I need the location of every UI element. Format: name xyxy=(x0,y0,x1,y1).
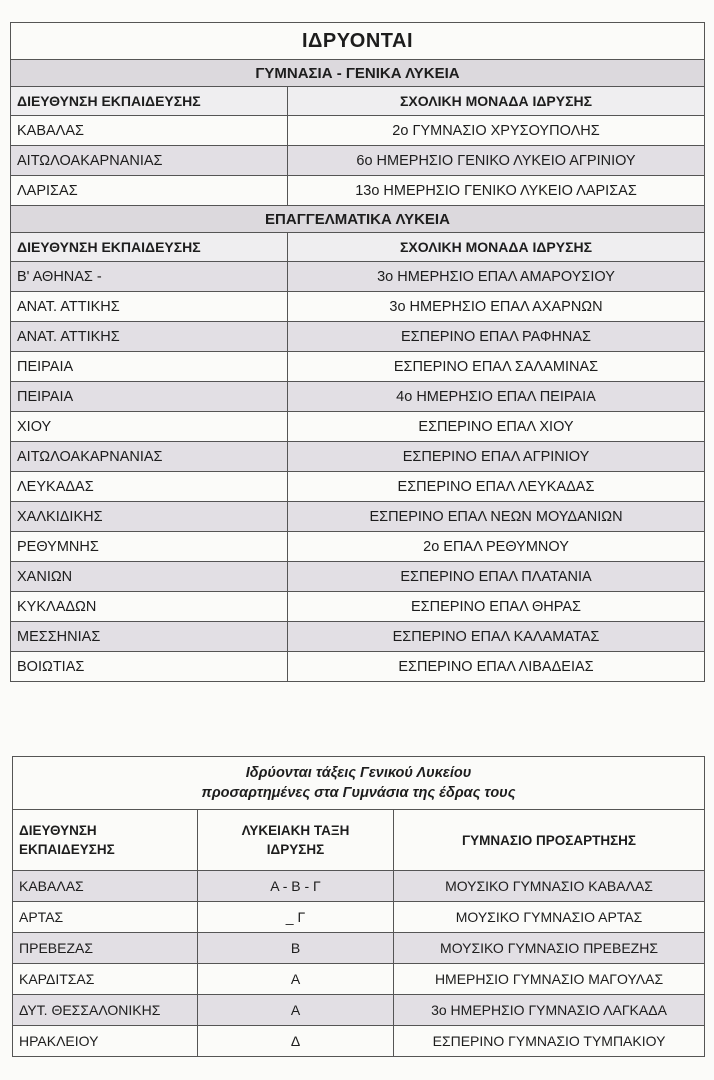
direction-cell: ΚΥΚΛΑΔΩΝ xyxy=(11,592,288,622)
direction-cell: ΑΙΤΩΛΟΑΚΑΡΝΑΝΙΑΣ xyxy=(11,442,288,472)
class-cell: Α - Β - Γ xyxy=(198,871,394,902)
school-unit-cell: ΕΣΠΕΡΙΝΟ ΕΠΑΛ ΛΙΒΑΔΕΙΑΣ xyxy=(288,652,705,682)
school-unit-cell: ΕΣΠΕΡΙΝΟ ΕΠΑΛ ΧΙΟΥ xyxy=(288,412,705,442)
table-row xyxy=(13,933,705,964)
col-header-direction: ΔΙΕΥΘΥΝΣΗ ΕΚΠΑΙΔΕΥΣΗΣ xyxy=(11,233,288,262)
table-row xyxy=(11,116,705,146)
col-header-gymnasium: ΓΥΜΝΑΣΙΟ ΠΡΟΣΑΡΤΗΣΗΣ xyxy=(394,810,705,871)
class-cell: _ Γ xyxy=(198,902,394,933)
table2-title-line2: προσαρτημένες στα Γυμνάσια της έδρας τους xyxy=(201,785,516,801)
school-unit-cell: ΕΣΠΕΡΙΝΟ ΕΠΑΛ ΝΕΩΝ ΜΟΥΔΑΝΙΩΝ xyxy=(288,502,705,532)
school-unit-cell: ΕΣΠΕΡΙΝΟ ΕΠΑΛ ΣΑΛΑΜΙΝΑΣ xyxy=(288,352,705,382)
table-row xyxy=(11,502,705,532)
section-heading: ΕΠΑΓΓΕΛΜΑΤΙΚΑ ΛΥΚΕΙΑ xyxy=(11,206,705,233)
table-row xyxy=(11,146,705,176)
table-row xyxy=(11,562,705,592)
school-unit-cell: 3ο ΗΜΕΡΗΣΙΟ ΕΠΑΛ ΑΧΑΡΝΩΝ xyxy=(288,292,705,322)
school-unit-cell: ΕΣΠΕΡΙΝΟ ΕΠΑΛ ΚΑΛΑΜΑΤΑΣ xyxy=(288,622,705,652)
class-cell: Β xyxy=(198,933,394,964)
gymnasium-cell: ΜΟΥΣΙΚΟ ΓΥΜΝΑΣΙΟ ΠΡΕΒΕΖΗΣ xyxy=(394,933,705,964)
table2-title-line1: Ιδρύονται τάξεις Γενικού Λυκείου xyxy=(245,765,472,781)
direction-cell: ΡΕΘΥΜΝΗΣ xyxy=(11,532,288,562)
direction-cell: ΑΡΤΑΣ xyxy=(13,902,198,933)
gymnasium-cell: ΜΟΥΣΙΚΟ ΓΥΜΝΑΣΙΟ ΚΑΒΑΛΑΣ xyxy=(394,871,705,902)
school-unit-cell: 2ο ΓΥΜΝΑΣΙΟ ΧΡΥΣΟΥΠΟΛΗΣ xyxy=(288,116,705,146)
col-header-school-unit: ΣΧΟΛΙΚΗ ΜΟΝΑΔΑ ΙΔΡΥΣΗΣ xyxy=(288,233,705,262)
col-header-class-line1: ΛΥΚΕΙΑΚΗ ΤΑΞΗ xyxy=(241,823,350,838)
col-header-direction-line2: ΕΚΠΑΙΔΕΥΣΗΣ xyxy=(19,842,115,857)
direction-cell: ΑΝΑΤ. ΑΤΤΙΚΗΣ xyxy=(11,292,288,322)
class-cell: Δ xyxy=(198,1026,394,1057)
table2-header-row xyxy=(13,810,705,871)
school-unit-cell: ΕΣΠΕΡΙΝΟ ΕΠΑΛ ΡΑΦΗΝΑΣ xyxy=(288,322,705,352)
table-row xyxy=(11,592,705,622)
table-row xyxy=(13,902,705,933)
gymnasium-cell: 3ο ΗΜΕΡΗΣΙΟ ΓΥΜΝΑΣΙΟ ΛΑΓΚΑΔΑ xyxy=(394,995,705,1026)
table2-title-row xyxy=(13,757,705,810)
table-row xyxy=(11,292,705,322)
col-header-direction-line1: ΔΙΕΥΘΥΝΣΗ xyxy=(19,823,97,838)
table-row xyxy=(11,322,705,352)
direction-cell: ΛΕΥΚΑΔΑΣ xyxy=(11,472,288,502)
table-row xyxy=(11,622,705,652)
direction-cell: ΠΕΙΡΑΙΑ xyxy=(11,352,288,382)
direction-cell: ΑΙΤΩΛΟΑΚΑΡΝΑΝΙΑΣ xyxy=(11,146,288,176)
col-header-class-line2: ΙΔΡΥΣΗΣ xyxy=(266,842,325,857)
col-header-direction xyxy=(13,810,198,871)
column-header-row xyxy=(11,87,705,116)
school-unit-cell: ΕΣΠΕΡΙΝΟ ΕΠΑΛ ΛΕΥΚΑΔΑΣ xyxy=(288,472,705,502)
table-row xyxy=(11,652,705,682)
gymnasium-cell: ΗΜΕΡΗΣΙΟ ΓΥΜΝΑΣΙΟ ΜΑΓΟΥΛΑΣ xyxy=(394,964,705,995)
col-header-direction: ΔΙΕΥΘΥΝΣΗ ΕΚΠΑΙΔΕΥΣΗΣ xyxy=(11,87,288,116)
section-heading: ΓΥΜΝΑΣΙΑ - ΓΕΝΙΚΑ ΛΥΚΕΙΑ xyxy=(11,60,705,87)
class-cell: Α xyxy=(198,964,394,995)
school-unit-cell: 2ο ΕΠΑΛ ΡΕΘΥΜΝΟΥ xyxy=(288,532,705,562)
table-row xyxy=(11,382,705,412)
table-row xyxy=(11,472,705,502)
school-unit-cell: 4ο ΗΜΕΡΗΣΙΟ ΕΠΑΛ ΠΕΙΡΑΙΑ xyxy=(288,382,705,412)
section-heading-row xyxy=(11,60,705,87)
section-heading-row xyxy=(11,206,705,233)
direction-cell: ΧΑΝΙΩΝ xyxy=(11,562,288,592)
direction-cell: ΧΑΛΚΙΔΙΚΗΣ xyxy=(11,502,288,532)
table-row xyxy=(11,262,705,292)
direction-cell: ΚΑΡΔΙΤΣΑΣ xyxy=(13,964,198,995)
table-row xyxy=(11,412,705,442)
direction-cell: ΒΟΙΩΤΙΑΣ xyxy=(11,652,288,682)
direction-cell: ΧΙΟΥ xyxy=(11,412,288,442)
gymnasium-cell: ΕΣΠΕΡΙΝΟ ΓΥΜΝΑΣΙΟ ΤΥΜΠΑΚΙΟΥ xyxy=(394,1026,705,1057)
table-row xyxy=(13,1026,705,1057)
table-row xyxy=(13,995,705,1026)
table-row xyxy=(13,964,705,995)
school-unit-cell: ΕΣΠΕΡΙΝΟ ΕΠΑΛ ΑΓΡΙΝΙΟΥ xyxy=(288,442,705,472)
table2-title xyxy=(13,757,705,810)
lyceum-classes-table xyxy=(12,756,705,1057)
gymnasium-cell: ΜΟΥΣΙΚΟ ΓΥΜΝΑΣΙΟ ΑΡΤΑΣ xyxy=(394,902,705,933)
direction-cell: ΜΕΣΣΗΝΙΑΣ xyxy=(11,622,288,652)
school-unit-cell: 3ο ΗΜΕΡΗΣΙΟ ΕΠΑΛ ΑΜΑΡΟΥΣΙΟΥ xyxy=(288,262,705,292)
school-unit-cell: ΕΣΠΕΡΙΝΟ ΕΠΑΛ ΘΗΡΑΣ xyxy=(288,592,705,622)
class-cell: Α xyxy=(198,995,394,1026)
direction-cell: ΚΑΒΑΛΑΣ xyxy=(11,116,288,146)
table-row xyxy=(11,532,705,562)
direction-cell: ΔΥΤ. ΘΕΣΣΑΛΟΝΙΚΗΣ xyxy=(13,995,198,1026)
direction-cell: ΚΑΒΑΛΑΣ xyxy=(13,871,198,902)
founded-schools-table xyxy=(10,22,705,682)
direction-cell: ΗΡΑΚΛΕΙΟΥ xyxy=(13,1026,198,1057)
direction-cell: ΠΕΙΡΑΙΑ xyxy=(11,382,288,412)
table-row xyxy=(11,352,705,382)
direction-cell: Β' ΑΘΗΝΑΣ - xyxy=(11,262,288,292)
table-row xyxy=(11,442,705,472)
table-title-row xyxy=(11,23,705,60)
table-row xyxy=(13,871,705,902)
school-unit-cell: 6ο ΗΜΕΡΗΣΙΟ ΓΕΝΙΚΟ ΛΥΚΕΙΟ ΑΓΡΙΝΙΟΥ xyxy=(288,146,705,176)
col-header-school-unit: ΣΧΟΛΙΚΗ ΜΟΝΑΔΑ ΙΔΡΥΣΗΣ xyxy=(288,87,705,116)
column-header-row xyxy=(11,233,705,262)
table-title: ΙΔΡΥΟΝΤΑΙ xyxy=(11,23,705,60)
direction-cell: ΑΝΑΤ. ΑΤΤΙΚΗΣ xyxy=(11,322,288,352)
school-unit-cell: ΕΣΠΕΡΙΝΟ ΕΠΑΛ ΠΛΑΤΑΝΙΑ xyxy=(288,562,705,592)
direction-cell: ΠΡΕΒΕΖΑΣ xyxy=(13,933,198,964)
table-row xyxy=(11,176,705,206)
school-unit-cell: 13ο ΗΜΕΡΗΣΙΟ ΓΕΝΙΚΟ ΛΥΚΕΙΟ ΛΑΡΙΣΑΣ xyxy=(288,176,705,206)
col-header-class xyxy=(198,810,394,871)
direction-cell: ΛΑΡΙΣΑΣ xyxy=(11,176,288,206)
